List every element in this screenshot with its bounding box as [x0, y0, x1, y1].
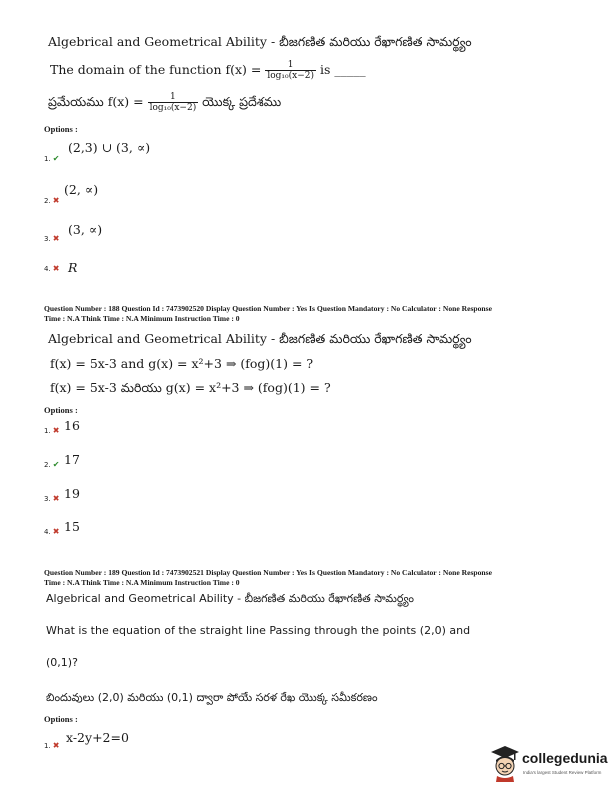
- q189-option-1-num: [44, 741, 59, 750]
- q189-meta-line2: Time : N.A Think Time : N.A Minimum Instruction Time : 0: [44, 577, 240, 587]
- graduate-avatar-icon: [490, 744, 520, 782]
- q189-meta: [44, 568, 492, 587]
- q188-question-te: f(x) = 5x-3 మరియు g(x) = x²+3 ⇒ (fog)(1) = ?: [50, 380, 331, 395]
- wrong-cross-icon: ✖: [52, 527, 60, 536]
- q189-option-1-text: x-2y+2=0: [66, 730, 129, 745]
- q188-option-1-text: 16: [64, 418, 80, 433]
- q187-option-2-text: (2, ∝): [64, 182, 99, 197]
- correct-check-icon: ✔: [52, 460, 60, 469]
- q187-frac-den: log₁₀(x−2): [267, 71, 314, 81]
- q187-frac-num: 1: [265, 60, 316, 71]
- option-number: 2.: [44, 197, 51, 205]
- q188-option-2-num: [44, 460, 59, 469]
- q187-question-en: [50, 60, 366, 81]
- option-number: 4.: [44, 265, 51, 273]
- q187-subject: Algebrical and Geometrical Ability - బీజగణిత మరియు రేఖాగణిత సామర్థ్యం: [48, 34, 472, 49]
- option-number: 1.: [44, 427, 51, 435]
- q188-option-2-text: 17: [64, 452, 80, 467]
- q187-question-en-suffix: is _____: [315, 62, 366, 77]
- q188-option-3-num: [44, 494, 59, 503]
- q187-question-te-prefix: ప్రమేయము f(x) =: [48, 94, 148, 109]
- wrong-cross-icon: ✖: [52, 741, 60, 750]
- brand-name: collegedunia: [522, 750, 608, 766]
- q187-fraction: [265, 60, 316, 81]
- q187-frac-den-te: log₁₀(x−2): [149, 103, 197, 113]
- option-number: 4.: [44, 528, 51, 536]
- option-number: 3.: [44, 495, 51, 503]
- q187-option-1-text: (2,3) ∪ (3, ∝): [68, 140, 151, 155]
- q188-option-4-text: 15: [64, 519, 80, 534]
- brand-logo: [490, 744, 610, 784]
- q187-option-3-num: [44, 234, 59, 243]
- q187-frac-num-te: 1: [148, 92, 199, 103]
- wrong-cross-icon: ✖: [52, 196, 60, 205]
- q188-meta: [44, 304, 492, 323]
- q187-option-1-num: [44, 154, 59, 163]
- q187-question-te: [48, 92, 281, 113]
- q187-fraction-te: [148, 92, 199, 113]
- wrong-cross-icon: ✖: [52, 426, 60, 435]
- correct-check-icon: ✔: [52, 154, 60, 163]
- option-number: 1.: [44, 155, 51, 163]
- q187-question-en-prefix: The domain of the function f(x) =: [50, 62, 266, 77]
- q188-option-4-num: [44, 527, 59, 536]
- wrong-cross-icon: ✖: [52, 494, 60, 503]
- brand-tagline: India's largest Student Review Platform: [523, 770, 602, 775]
- wrong-cross-icon: ✖: [52, 234, 60, 243]
- wrong-cross-icon: ✖: [52, 264, 60, 273]
- q189-question-en-line1: What is the equation of the straight line Passing through the points (2,0) and: [46, 624, 471, 637]
- q188-subject: Algebrical and Geometrical Ability - బీజగణిత మరియు రేఖాగణిత సామర్థ్యం: [48, 331, 472, 346]
- q189-options-label: Options :: [44, 714, 78, 724]
- q188-option-3-text: 19: [64, 486, 80, 501]
- option-number: 2.: [44, 461, 51, 469]
- q188-options-label: Options :: [44, 405, 78, 415]
- q189-subject: Algebrical and Geometrical Ability - బీజగణిత మరియు రేఖాగణిత సామర్థ్యం: [46, 592, 414, 605]
- q189-question-te: బిందువులు (2,0) మరియు (0,1) ద్వారా పోయే సరళ రేఖ యొక్క సమీకరణం: [46, 691, 378, 704]
- q187-question-te-suffix: యొక్క ప్రదేశము: [198, 94, 282, 109]
- q189-question-en-line2: (0,1)?: [46, 656, 78, 669]
- q189-meta-line1: Question Number : 189 Question Id : 7473902521 Display Question Number : Yes Is Question Mandatory : No Calculator : None Response: [44, 568, 492, 577]
- q187-option-2-num: [44, 196, 59, 205]
- q187-option-4-num: [44, 264, 59, 273]
- q188-question-en: f(x) = 5x-3 and g(x) = x²+3 ⇒ (fog)(1) = ?: [50, 356, 314, 371]
- q188-option-1-num: [44, 426, 59, 435]
- option-number: 1.: [44, 742, 51, 750]
- q187-option-4-text: R: [68, 260, 78, 275]
- option-number: 3.: [44, 235, 51, 243]
- q187-option-3-text: (3, ∝): [68, 222, 103, 237]
- q187-options-label: Options :: [44, 124, 78, 134]
- q188-meta-line1: Question Number : 188 Question Id : 7473902520 Display Question Number : Yes Is Question Mandatory : No Calculator : None Response: [44, 304, 492, 313]
- q188-meta-line2: Time : N.A Think Time : N.A Minimum Instruction Time : 0: [44, 313, 240, 323]
